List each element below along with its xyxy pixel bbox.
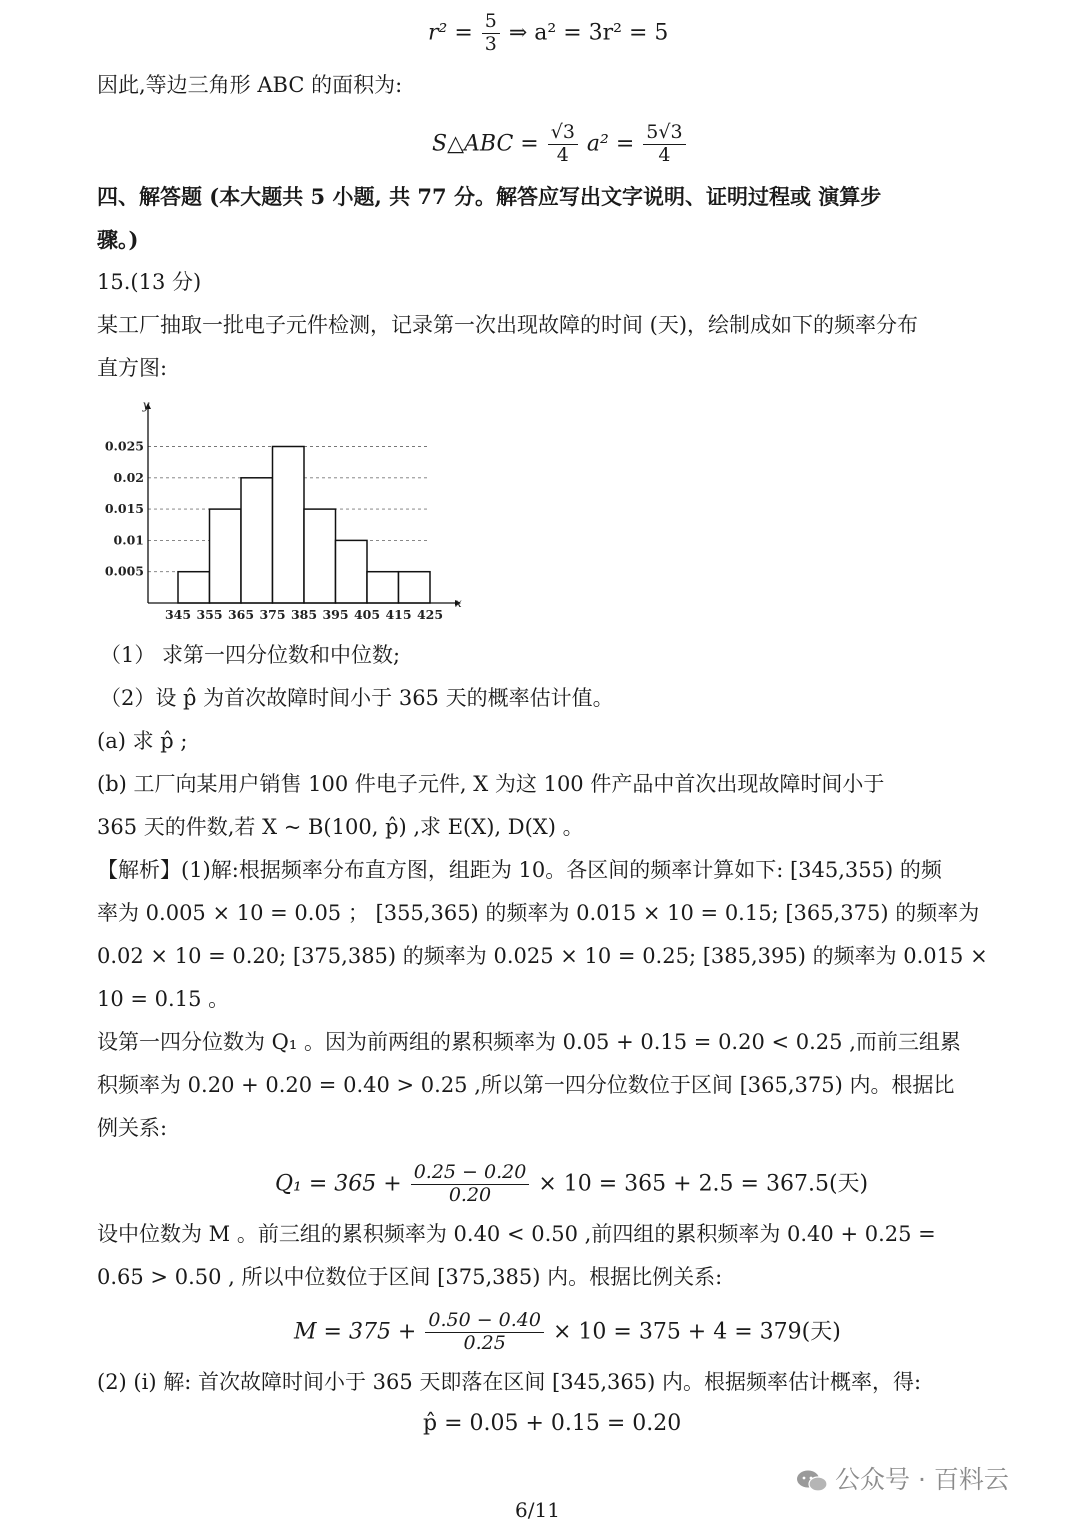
y-tick-label: 0.025: [104, 438, 144, 454]
eq2-mid: a² =: [586, 131, 635, 157]
x-tick-label: 405: [353, 607, 381, 622]
equation-median: [294, 1311, 841, 1354]
page-number: 6/11: [515, 1498, 560, 1522]
section-heading: 四、解答题 (本大题共 5 小题, 共 77 分。解答应写出文字说明、证明过程或 演算步: [97, 184, 882, 209]
x-tick-label: 415: [385, 607, 412, 622]
x-tick-label: 345: [164, 607, 192, 622]
histogram-bar-355: [210, 509, 242, 603]
equation-q1: [275, 1163, 868, 1206]
x-tick-label: 395: [322, 607, 349, 622]
histogram-bar-375: [273, 447, 305, 604]
solution-line-8: 设中位数为 M 。前三组的累积频率为 0.40 < 0.50 ,前四组的累积频率为 0.40 + 0.25 =: [97, 1222, 936, 1246]
histogram-bar-415: [399, 572, 431, 603]
equation-p-hat: p̂ = 0.05 + 0.15 = 0.20: [423, 1411, 682, 1436]
question-number: 15.(13 分): [97, 270, 202, 294]
eq3-fraction: $\frac{0.25 - 0.20}{0.20}$: [411, 1163, 530, 1206]
solution-line-7: 例关系:: [97, 1116, 168, 1140]
x-tick-label: 425: [416, 607, 444, 622]
eq2-left: S△ABC =: [432, 131, 539, 157]
eq3-right: × 10 = 365 + 2.5 = 367.5(天): [538, 1171, 869, 1197]
section-heading-cont: 骤。): [97, 227, 139, 252]
x-tick-label: 365: [227, 607, 255, 622]
solution-line-10: (2) (i) 解: 首次故障时间小于 365 天即落在区间 [345,365) 内。根据频率估计概率，得:: [97, 1370, 922, 1394]
y-tick-label: 0.01: [113, 532, 144, 548]
eq1-left: r² =: [428, 20, 473, 46]
part-a: (a) 求 p̂ ;: [97, 729, 188, 753]
x-tick-label: 375: [259, 607, 286, 622]
watermark: [795, 1460, 1009, 1496]
solution-line-1: 【解析】(1)解:根据频率分布直方图，组距为 10。各区间的频率计算如下: [345,355) 的频: [97, 858, 942, 882]
y-axis-label: y: [142, 398, 150, 412]
x-tick-label: 355: [196, 607, 223, 622]
part-2: （2）设 p̂ 为首次故障时间小于 365 天的概率估计值。: [100, 686, 614, 710]
eq4-fraction: $\frac{0.50 - 0.40}{0.25}$: [425, 1311, 544, 1354]
eq2-fraction-1: $\frac{√3}{4}$: [548, 123, 578, 166]
solution-line-5: 设第一四分位数为 Q₁ 。因为前两组的累积频率为 0.05 + 0.15 = 0.20 < 0.25 ,而前三组累: [97, 1030, 961, 1054]
y-tick-label: 0.015: [104, 501, 144, 517]
solution-line-4: 10 = 0.15 。: [97, 987, 230, 1011]
x-axis-label: x: [455, 596, 462, 610]
part-1: （1） 求第一四分位数和中位数;: [100, 643, 401, 667]
wechat-icon: [795, 1469, 829, 1493]
text-line-area-intro: 因此,等边三角形 ABC 的面积为:: [97, 73, 403, 97]
eq4-right: × 10 = 375 + 4 = 379(天): [552, 1319, 841, 1345]
question-text-1: 某工厂抽取一批电子元件检测，记录第一次出现故障的时间 (天)，绘制成如下的频率分布: [97, 313, 919, 337]
solution-line-2: 率为 0.005 × 10 = 0.05 ； [355,365) 的频率为 0.015 × 10 = 0.15; [365,375) 的频率为: [97, 901, 980, 925]
eq3-left: Q₁ = 365 +: [275, 1171, 402, 1197]
solution-line-9: 0.65 > 0.50 , 所以中位数位于区间 [375,385) 内。根据比例关系:: [97, 1265, 723, 1289]
histogram-bar-395: [336, 540, 368, 603]
x-tick-label: 385: [290, 607, 318, 622]
eq2-fraction-2: $\frac{5√3}{4}$: [643, 123, 685, 166]
solution-line-3: 0.02 × 10 = 0.20; [375,385) 的频率为 0.025 × 10 = 0.25; [385,395) 的频率为 0.015 ×: [97, 944, 988, 968]
question-text-2: 直方图:: [97, 356, 168, 380]
part-b-1: (b) 工厂向某用户销售 100 件电子元件, X 为这 100 件产品中首次出现故障时间小于: [97, 772, 885, 796]
frequency-histogram: [100, 395, 470, 625]
histogram-bar-365: [241, 478, 273, 603]
histogram-bar-345: [178, 572, 210, 603]
eq1-right: ⇒ a² = 3r² = 5: [508, 20, 669, 46]
eq4-left: M = 375 +: [294, 1319, 417, 1345]
equation-r-squared: [428, 12, 668, 55]
histogram-bar-385: [304, 509, 336, 603]
watermark-text: 公众号 · 百料云: [835, 1465, 1009, 1494]
y-tick-label: 0.005: [104, 563, 144, 579]
part-b-2: 365 天的件数,若 X ~ B(100, p̂) ,求 E(X), D(X) 。: [97, 815, 584, 839]
equation-area: [432, 123, 688, 166]
eq1-fraction: $\frac{5}{3}$: [482, 12, 500, 55]
histogram-bar-405: [367, 572, 399, 603]
solution-line-6: 积频率为 0.20 + 0.20 = 0.40 > 0.25 ,所以第一四分位数位于区间 [365,375) 内。根据比: [97, 1073, 955, 1097]
y-tick-label: 0.02: [113, 469, 144, 485]
